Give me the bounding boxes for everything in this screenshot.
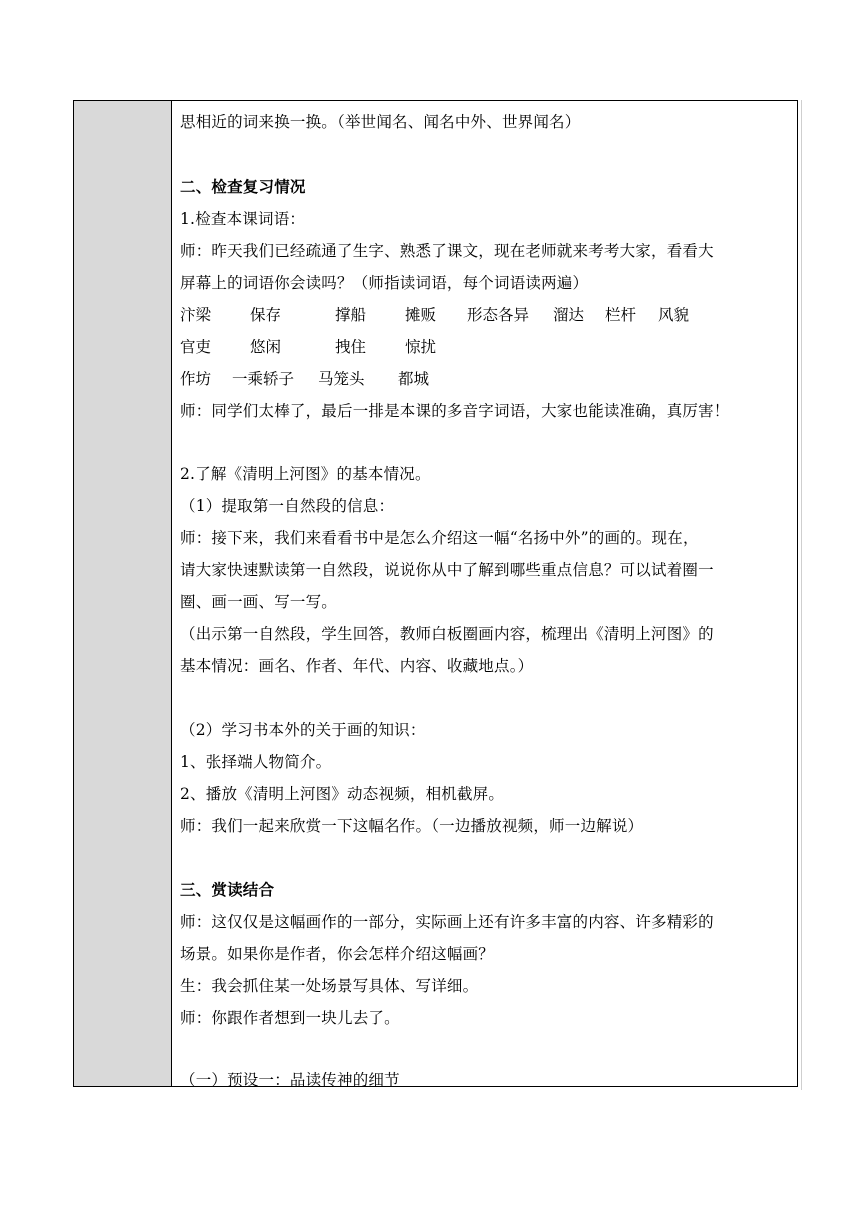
text-line: 师：你跟作者想到一块儿去了。 [180,1009,400,1027]
text-line: 2、播放《清明上河图》动态视频，相机截屏。 [180,785,505,803]
vocab-word: 风貌 [658,306,690,324]
text-line: 师：同学们太棒了，最后一排是本课的多音字词语，大家也能读准确，真厉害！ [180,402,730,420]
vocab-row [180,305,790,325]
text-line: 圈、画一画、写一写。 [180,593,338,611]
vocab-word: 摊贩 [405,306,437,324]
text-line: 2.了解《清明上河图》的基本情况。 [180,465,431,483]
text-line: 思相近的词来换一换。（举世闻名、闻名中外、世界闻名） [180,113,581,131]
text-line: 基本情况：画名、作者、年代、内容、收藏地点。） [180,657,534,675]
vocab-word: 溜达 [553,306,585,324]
vocab-word: 官吏 [180,338,212,356]
section-heading: 二、检查复习情况 [180,177,306,196]
table-right-border [797,100,798,1087]
vocab-word: 汴梁 [180,306,212,324]
text-line: 屏幕上的词语你会读吗？（师指读词语，每个词语读两遍） [180,274,589,292]
vocab-word: 栏杆 [605,306,637,324]
page-margin-guide [801,100,802,1090]
vocab-word: 悠闲 [250,338,282,356]
vocab-word: 都城 [398,370,430,388]
vocab-word: 撑船 [335,306,367,324]
vocab-word: 惊扰 [405,338,437,356]
text-line: 生：我会抓住某一处场景写具体、写详细。 [180,977,479,995]
vocab-word: 形态各异 [467,306,530,324]
text-line: 师：这仅仅是这幅画作的一部分，实际画上还有许多丰富的内容、许多精彩的 [180,913,714,931]
vocab-word: 拽住 [335,338,367,356]
content-cell [73,100,797,1087]
text-line: （2）学习书本外的关于画的知识： [180,721,426,739]
section-heading: 三、赏读结合 [180,880,275,899]
text-line: 师：昨天我们已经疏通了生字、熟悉了课文，现在老师就来考考大家，看看大 [180,242,714,260]
vocab-row [180,369,790,389]
text-line: （一）预设一：品读传神的细节 [180,1071,400,1089]
text-line: 请大家快速默读第一自然段，说说你从中了解到哪些重点信息？可以试着圈一 [180,561,714,579]
text-line: 场景。如果你是作者，你会怎样介绍这幅画？ [180,945,495,963]
vocab-word: 保存 [250,306,282,324]
text-line: 1.检查本课词语： [180,210,306,228]
vocab-row [180,337,790,357]
text-line: 师：接下来，我们来看看书中是怎么介绍这一幅“名扬中外”的画的。现在， [180,529,699,547]
text-line: （出示第一自然段，学生回答，教师白板圈画内容，梳理出《清明上河图》的 [180,625,714,643]
vocab-word: 作坊 [180,370,212,388]
vocab-word: 马笼头 [318,370,365,388]
vocab-word: 一乘轿子 [232,370,295,388]
text-line: （1）提取第一自然段的信息： [180,497,395,515]
text-line: 师：我们一起来欣赏一下这幅名作。（一边播放视频，师一边解说） [180,817,644,835]
text-line: 1、张择端人物简介。 [180,753,332,771]
